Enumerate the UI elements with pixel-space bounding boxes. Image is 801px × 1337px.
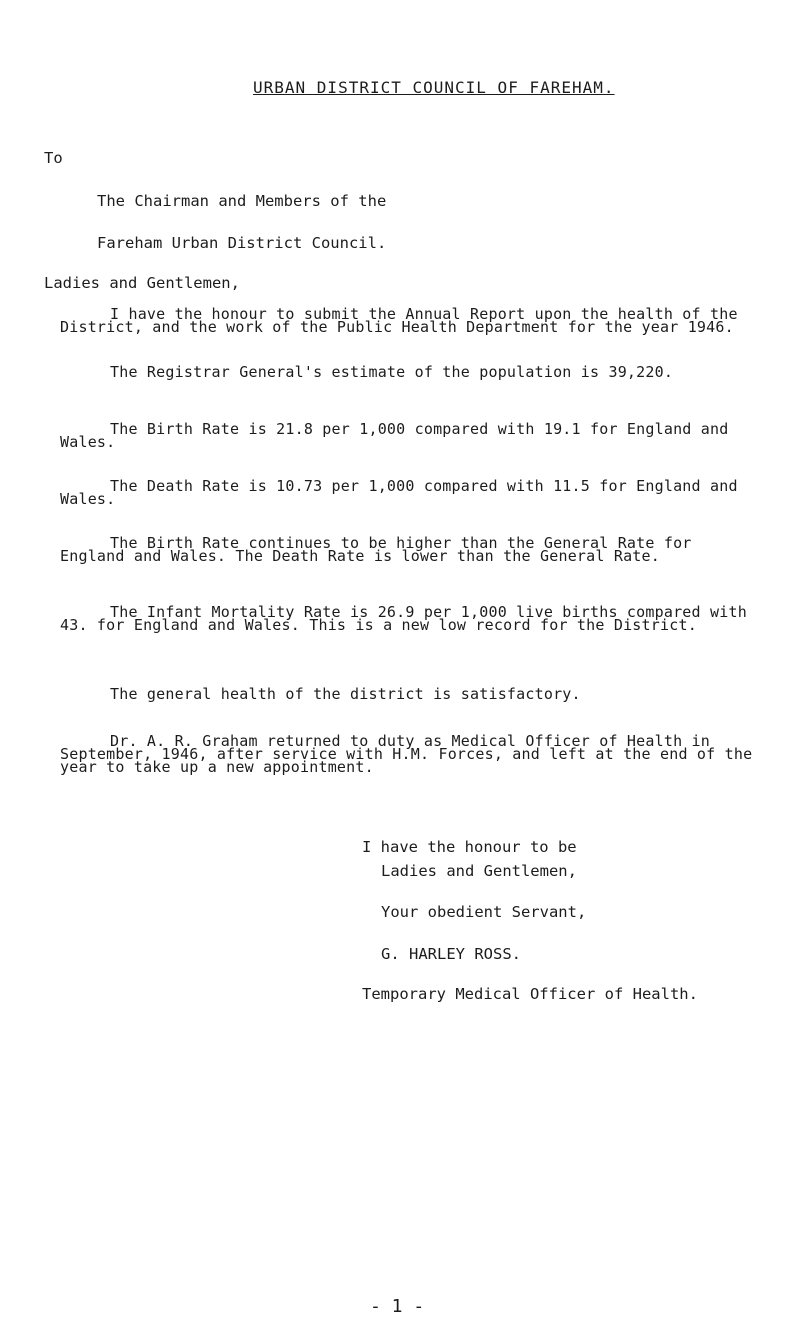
- signature: G. HARLEY ROSS.: [381, 945, 521, 963]
- addressee-line-2: Fareham Urban District Council.: [97, 234, 387, 252]
- addressee-line-1: The Chairman and Members of the: [97, 192, 387, 210]
- closing-line-2: Ladies and Gentlemen,: [381, 862, 577, 880]
- paragraph-death-rate: The Death Rate is 10.73 per 1,000 compared with 11.5 for England and Wales.: [60, 477, 738, 508]
- to-line: To: [44, 149, 63, 167]
- paragraph-general-health: The general health of the district is satisfactory.: [110, 685, 581, 703]
- paragraph-medical-officer: Dr. A. R. Graham returned to duty as Medical Officer of Health in September, 1946, after service with H.M. Forces, and left at the end of the year to take up a new appointment.: [60, 732, 753, 776]
- signatory-title: Temporary Medical Officer of Health.: [362, 985, 698, 1003]
- paragraph-annual-report: I have the honour to submit the Annual Report upon the health of the District, and the work of the Public Health Department for the year 1946.: [60, 305, 738, 336]
- paragraph-birth-rate: The Birth Rate is 21.8 per 1,000 compared with 19.1 for England and Wales.: [60, 420, 729, 451]
- paragraph-infant-mortality: The Infant Mortality Rate is 26.9 per 1,000 live births compared with 43. for England and Wales. This is a new low record for the District.: [60, 603, 747, 634]
- page-title: URBAN DISTRICT COUNCIL OF FAREHAM.: [253, 78, 615, 97]
- closing-line-1: I have the honour to be: [362, 838, 577, 856]
- paragraph-rate-comparison: The Birth Rate continues to be higher than the General Rate for England and Wales. The Death Rate is lower than the General Rate.: [60, 534, 692, 565]
- greeting: Ladies and Gentlemen,: [44, 274, 240, 292]
- closing-line-3: Your obedient Servant,: [381, 903, 587, 921]
- paragraph-population: The Registrar General's estimate of the population is 39,220.: [110, 363, 674, 381]
- page-number: - 1 -: [370, 1296, 425, 1317]
